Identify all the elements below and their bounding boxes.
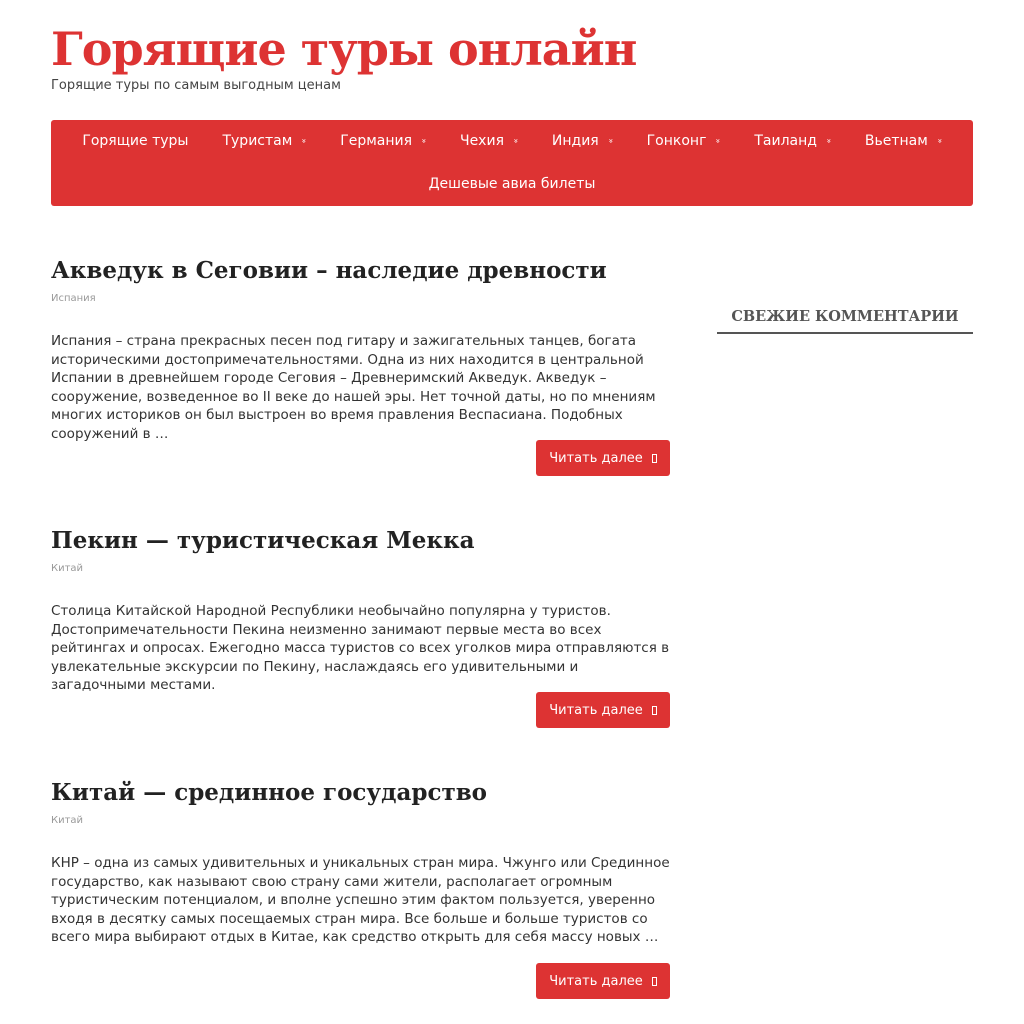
post-item [51, 778, 670, 989]
nav-item-vietnam[interactable] [864, 131, 945, 151]
widget-title: СВЕЖИЕ КОММЕНТАРИИ [717, 305, 973, 334]
nav-item-label: Дешевые авиа билеты [428, 176, 596, 192]
post-title[interactable]: Акведук в Сеговии – наследие древности [51, 257, 607, 284]
nav-item-thailand[interactable] [754, 131, 834, 151]
post-excerpt: КНР – одна из самых удивительных и уникальных стран мира. Чжунго или Срединное государство, как называют свою страну сами жители, располагает огромным туристическим потенциалом, и вполне успешно этим фактом пользуется, уверенно входя в десятку самых посещаемых стран мира. Все больше и больше туристов со всего мира выбирают отдых в Китае, как средство открыть для себя массу новых … [51, 855, 670, 946]
nav-row-primary [0, 131, 1024, 151]
nav-item-hot-tours[interactable] [82, 131, 188, 151]
read-more-button[interactable] [536, 440, 670, 476]
read-more-label: Читать далее [549, 973, 643, 989]
nav-row-secondary [0, 174, 1024, 194]
nav-item-label: Чехия [459, 133, 504, 149]
post-excerpt: Столица Китайской Народной Республики необычайно популярна у туристов. Достопримечательности Пекина неизменно занимают первые места во всех рейтингах и опросах. Ежегодно масса туристов со всех уголков мира отправляются в увлекательные экскурсии по Пекину, наслаждаясь его удивительными и загадочными местами. [51, 603, 670, 694]
chevron-down-icon: » [299, 138, 309, 144]
post-title[interactable]: Пекин — туристическая Мекка [51, 527, 475, 554]
nav-item-germany[interactable] [340, 131, 429, 151]
nav-item-india[interactable] [551, 131, 616, 151]
post-item [51, 526, 670, 718]
post-item [51, 256, 670, 466]
chevron-down-icon: » [606, 138, 616, 144]
nav-item-label: Германия [340, 133, 413, 149]
read-more-button[interactable] [536, 692, 670, 728]
arrow-right-icon [652, 454, 657, 463]
nav-item-tourists[interactable] [222, 131, 309, 151]
read-more-button[interactable] [536, 963, 670, 999]
chevron-down-icon: » [935, 138, 945, 144]
nav-item-label: Горящие туры [82, 133, 189, 149]
nav-item-label: Индия [551, 133, 599, 149]
chevron-down-icon: » [511, 138, 521, 144]
read-more-label: Читать далее [549, 450, 643, 466]
nav-item-hongkong[interactable] [647, 131, 721, 151]
post-title[interactable]: Китай — срединное государство [51, 779, 488, 806]
recent-comments-widget [717, 305, 973, 334]
arrow-right-icon [652, 706, 657, 715]
post-category[interactable]: Китай [51, 563, 84, 574]
read-more-label: Читать далее [549, 702, 643, 718]
nav-item-label: Таиланд [754, 133, 817, 149]
nav-item-label: Вьетнам [864, 133, 928, 149]
nav-item-czech[interactable] [459, 131, 521, 151]
post-category[interactable]: Китай [51, 815, 84, 826]
chevron-down-icon: » [419, 138, 429, 144]
nav-item-label: Гонконг [646, 133, 707, 149]
chevron-down-icon: » [824, 138, 834, 144]
post-excerpt: Испания – страна прекрасных песен под гитару и зажигательных танцев, богата историческими достопримечательностями. Одна из них находится в центральной Испании в древнейшем городе Сеговия – Древнеримский Акведук. Акведук – сооружение, возведенное во II веке до нашей эры. Нет точной даты, но по мнениям многих историков он был выстроен во время правления Веспасиана. Подобных сооружений в … [51, 333, 656, 442]
site-title[interactable]: Горящие туры онлайн [51, 22, 637, 76]
arrow-right-icon [652, 977, 657, 986]
nav-item-cheap-flights[interactable] [429, 174, 596, 194]
post-category[interactable]: Испания [51, 293, 96, 304]
chevron-down-icon: » [713, 138, 723, 144]
nav-item-label: Туристам [222, 133, 293, 149]
site-description: Горящие туры по самым выгодным ценам [51, 78, 341, 93]
